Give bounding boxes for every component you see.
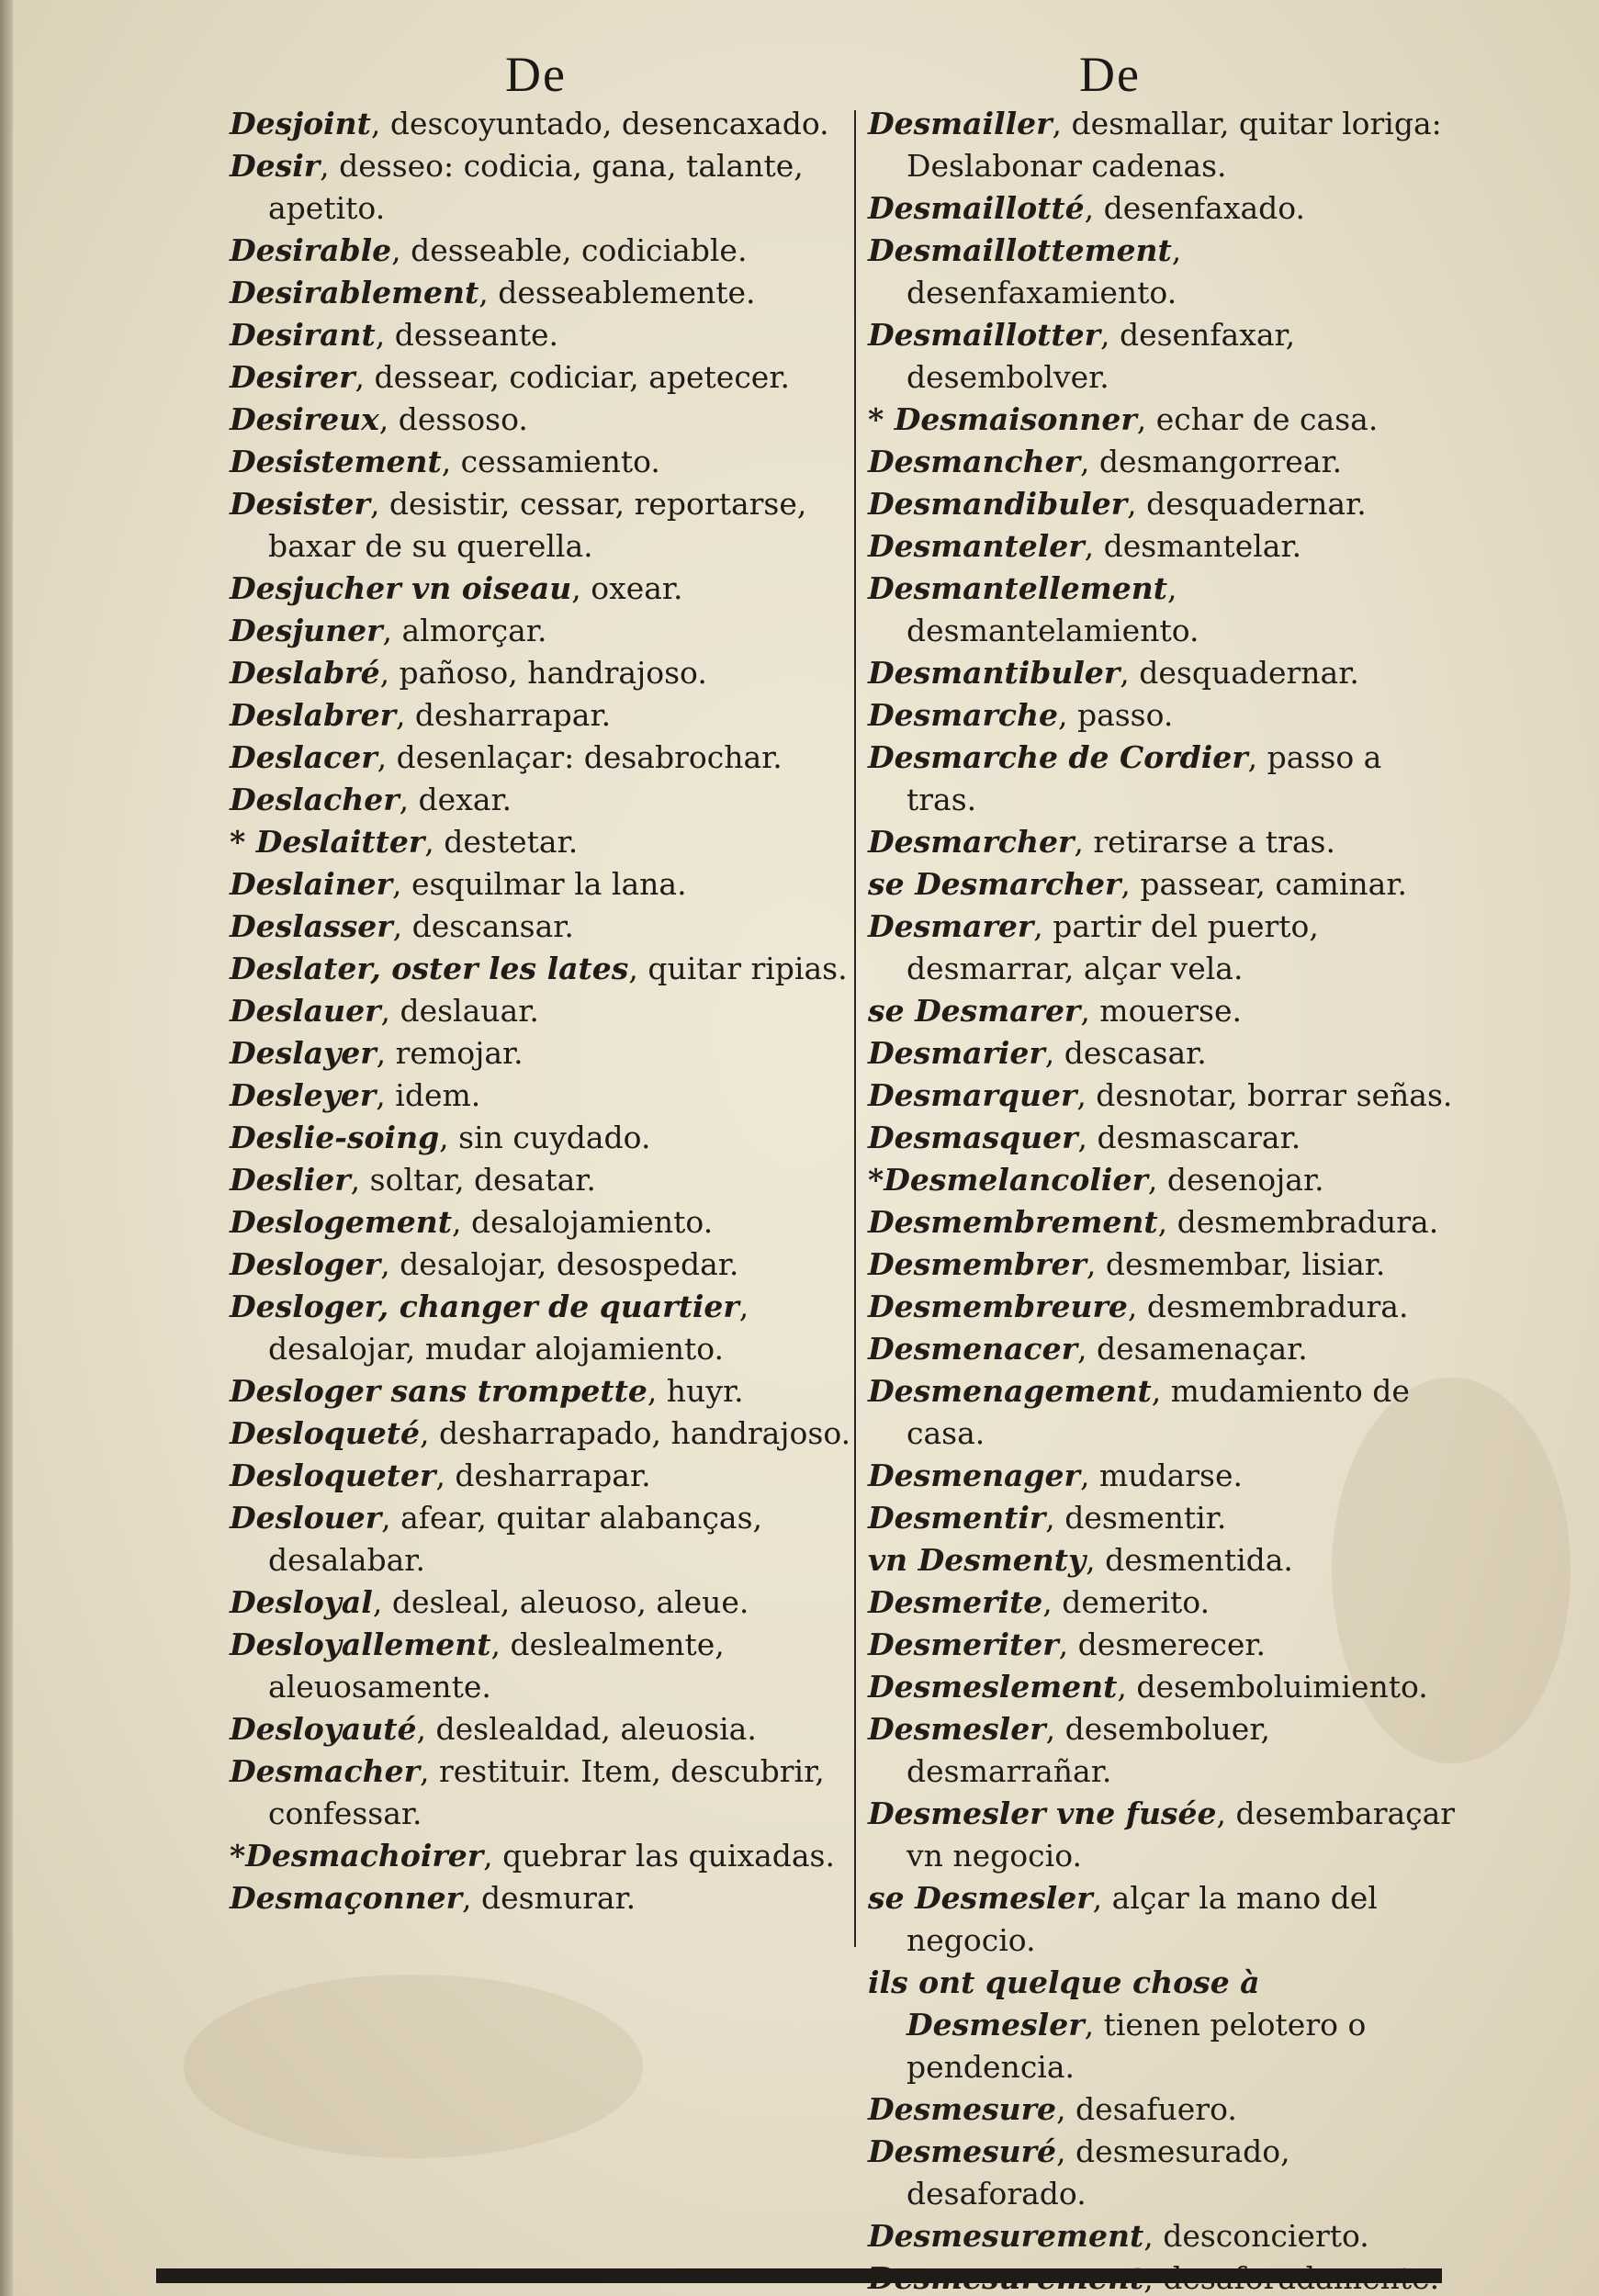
dictionary-entry — [868, 1117, 1456, 1159]
dictionary-entry — [230, 230, 854, 272]
dictionary-entry — [868, 1075, 1456, 1117]
page-bottom-edge — [156, 2268, 1442, 2283]
dictionary-entry — [230, 1581, 854, 1624]
entry-translation: , desmembar, lisiar. — [1086, 1246, 1386, 1282]
dictionary-entry — [868, 187, 1456, 230]
entry-headword: Desmerite — [868, 1584, 1043, 1620]
entry-translation: , desmerecer. — [1058, 1626, 1267, 1662]
entry-headword: Desloyal — [230, 1584, 373, 1620]
entry-headword: se Desmarcher — [868, 866, 1121, 902]
dictionary-entry — [868, 1032, 1456, 1075]
entry-headword: * Deslaitter — [230, 824, 425, 860]
entry-translation: , mouerse. — [1080, 993, 1242, 1029]
dictionary-entry — [868, 1328, 1456, 1370]
entry-translation: , echar de casa. — [1136, 401, 1379, 437]
entry-translation: , desmantelamiento. — [906, 570, 1199, 648]
right-column — [868, 0, 1456, 2254]
dictionary-entry — [868, 1201, 1456, 1244]
dictionary-entry — [230, 1117, 854, 1159]
entry-headword: Desloger sans trompette — [230, 1373, 647, 1409]
dictionary-entry — [868, 1581, 1456, 1624]
entry-translation: , dessear, codiciar, apetecer. — [355, 359, 790, 395]
entry-translation: , passo. — [1057, 697, 1174, 733]
dictionary-entry — [868, 1244, 1456, 1286]
entry-headword: Desistement — [230, 444, 442, 479]
dictionary-entry — [230, 103, 854, 145]
entry-translation: , esquilmar la lana. — [392, 866, 687, 902]
entry-translation: , idem. — [376, 1077, 481, 1113]
entry-headword: *Desmelancolier — [868, 1162, 1148, 1198]
dictionary-entry — [230, 779, 854, 821]
entry-headword: Desmembrer — [868, 1246, 1087, 1282]
dictionary-entry — [868, 1666, 1456, 1708]
entry-headword: Desmesler — [868, 1711, 1046, 1747]
entry-translation: , desseablemente. — [479, 275, 756, 310]
dictionary-entry — [230, 863, 854, 906]
dictionary-entry — [230, 948, 854, 990]
entry-translation: , passear, caminar. — [1120, 866, 1407, 902]
entry-translation: , desafuero. — [1056, 2091, 1237, 2127]
dictionary-entry — [868, 230, 1456, 314]
entry-headword: Desmarche de Cordier — [868, 739, 1248, 775]
entry-translation: , desseable, codiciable. — [391, 232, 748, 268]
entry-headword: Desirer — [230, 359, 355, 395]
entry-headword: Deslabré — [230, 655, 380, 691]
entry-headword: Desirablement — [230, 275, 479, 310]
entry-translation: , desconcierto. — [1143, 2218, 1369, 2254]
entry-translation: , desembaraçar vn negocio. — [906, 1795, 1456, 1874]
dictionary-entry — [230, 737, 854, 779]
dictionary-entry — [868, 1159, 1456, 1201]
entry-translation: , destetar. — [424, 824, 579, 860]
entry-translation: , huyr. — [647, 1373, 744, 1409]
entry-headword: Desirable — [230, 232, 392, 268]
entry-headword: Desmesler vne fusée — [868, 1795, 1217, 1831]
entry-headword: Desmasquer — [868, 1120, 1078, 1155]
dictionary-entry — [868, 1455, 1456, 1497]
entry-translation: , alçar la mano del negocio. — [906, 1880, 1378, 1958]
entry-translation: , restituir. Item, descubrir, confessar. — [268, 1753, 825, 1831]
entry-headword: Desmentir — [868, 1500, 1046, 1536]
entry-translation: , desmentir. — [1045, 1500, 1227, 1536]
entry-headword: Desmenacer — [868, 1331, 1077, 1367]
entry-translation: , soltar, desatar. — [350, 1162, 596, 1198]
dictionary-entry — [868, 525, 1456, 568]
entry-translation: , desmembradura. — [1127, 1289, 1409, 1324]
entry-translation: , mudarse. — [1079, 1458, 1243, 1493]
entry-translation: , desalojamiento. — [451, 1204, 714, 1240]
entry-translation: , desistir, cessar, reportarse, baxar de su querella. — [268, 486, 807, 564]
dictionary-entry — [868, 399, 1456, 441]
entry-translation: , desmurar. — [461, 1880, 636, 1916]
entry-translation: , desalojar, desospedar. — [380, 1246, 739, 1282]
entry-headword: Desloyauté — [230, 1711, 417, 1747]
entry-translation: , retirarse a tras. — [1074, 824, 1335, 860]
dictionary-entry — [230, 1708, 854, 1750]
entry-headword: Desmesure — [868, 2091, 1057, 2127]
dictionary-entry — [230, 1835, 854, 1877]
entry-headword: Deslie-soing — [230, 1120, 440, 1155]
dictionary-entry — [868, 990, 1456, 1032]
entry-translation: , desenlaçar: desabrochar. — [377, 739, 783, 775]
entry-translation: , desmallar, quitar loriga: Deslabonar cadenas. — [906, 106, 1442, 184]
left-entry-list — [230, 103, 854, 1919]
entry-translation: , desemboluimiento. — [1117, 1669, 1428, 1705]
entry-translation: , desquadernar. — [1127, 486, 1367, 522]
entry-headword: Desmandibuler — [868, 486, 1128, 522]
entry-translation: , desmembradura. — [1157, 1204, 1439, 1240]
column-rule — [854, 110, 856, 1947]
dictionary-entry — [868, 863, 1456, 906]
entry-headword: Deslier — [230, 1162, 351, 1198]
entry-headword: Desmailler — [868, 106, 1053, 141]
entry-translation: , almorçar. — [382, 613, 547, 648]
entry-headword: Desleyer — [230, 1077, 377, 1113]
entry-headword: Deslayer — [230, 1035, 377, 1071]
dictionary-entry — [868, 652, 1456, 694]
dictionary-entry — [868, 483, 1456, 525]
entry-translation: , descansar. — [392, 908, 574, 944]
dictionary-entry — [230, 272, 854, 314]
entry-translation: , cessamiento. — [441, 444, 660, 479]
entry-translation: , desmesurado, desaforado. — [906, 2133, 1290, 2212]
dictionary-entry — [230, 356, 854, 399]
entry-translation: , passo a tras. — [906, 739, 1382, 817]
page-edge-shadow — [0, 0, 13, 2296]
entry-headword: Deslacher — [230, 782, 400, 817]
entry-translation: , quebrar las quixadas. — [483, 1838, 835, 1874]
dictionary-entry — [230, 1497, 854, 1581]
entry-headword: Desmaillotté — [868, 190, 1085, 226]
entry-headword: Desmancher — [868, 444, 1080, 479]
dictionary-entry — [868, 1962, 1456, 2088]
entry-translation: , desmentida. — [1086, 1542, 1293, 1578]
entry-translation: , desseo: codicia, gana, talante, apetito. — [268, 148, 804, 226]
entry-translation: , partir del puerto, desmarrar, alçar vela. — [906, 908, 1319, 986]
dictionary-entry — [230, 1075, 854, 1117]
dictionary-entry — [230, 314, 854, 356]
dictionary-entry — [230, 441, 854, 483]
entry-translation: , descoyuntado, desencaxado. — [370, 106, 829, 141]
entry-headword: Desmembreure — [868, 1289, 1128, 1324]
entry-translation: , pañoso, handrajoso. — [379, 655, 707, 691]
entry-headword: Desjuner — [230, 613, 383, 648]
entry-translation: , desquadernar. — [1120, 655, 1359, 691]
dictionary-entry — [230, 906, 854, 948]
entry-headword: Desir — [230, 148, 321, 184]
dictionary-entry — [868, 1624, 1456, 1666]
dictionary-entry — [868, 737, 1456, 821]
entry-headword: Desloger — [230, 1246, 381, 1282]
entry-headword: Desmaçonner — [230, 1880, 462, 1916]
entry-translation: , desemboluer, desmarrañar. — [906, 1711, 1270, 1789]
entry-headword: Desirant — [230, 317, 376, 353]
entry-translation: , desamenaçar. — [1076, 1331, 1308, 1367]
entry-translation: , desnotar, borrar señas. — [1076, 1077, 1453, 1113]
entry-headword: Deslacer — [230, 739, 377, 775]
dictionary-entry — [868, 694, 1456, 737]
entry-headword: se Desmarer — [868, 993, 1081, 1029]
dictionary-entry — [230, 694, 854, 737]
entry-translation: , demerito. — [1042, 1584, 1211, 1620]
dictionary-entry — [868, 314, 1456, 399]
dictionary-entry — [230, 652, 854, 694]
dictionary-entry — [230, 1286, 854, 1370]
entry-translation: , mudamiento de casa. — [906, 1373, 1410, 1451]
entry-translation: , dessoso. — [378, 401, 528, 437]
dictionary-entry — [230, 483, 854, 568]
entry-headword: Deslabrer — [230, 697, 396, 733]
dictionary-entry — [230, 1624, 854, 1708]
entry-headword: Desmarer — [868, 908, 1034, 944]
entry-headword: Desmenagement — [868, 1373, 1152, 1409]
entry-headword: Desister — [230, 486, 370, 522]
entry-headword: Desloger, changer de quartier — [230, 1289, 739, 1324]
entry-headword: Deslater, oster les lates — [230, 951, 629, 986]
entry-translation: , desharrapar. — [395, 697, 612, 733]
dictionary-entry — [868, 1539, 1456, 1581]
entry-translation: , desseante. — [375, 317, 558, 353]
entry-headword: Desmarier — [868, 1035, 1045, 1071]
entry-translation: , desenfaxar, desembolver. — [906, 317, 1296, 395]
entry-headword: Desmanteler — [868, 528, 1085, 564]
dictionary-entry — [868, 821, 1456, 863]
entry-headword: Desmantellement — [868, 570, 1167, 606]
right-entry-list — [868, 103, 1456, 2296]
dictionary-entry — [868, 2088, 1456, 2131]
entry-translation: , deslealdad, aleuosia. — [416, 1711, 757, 1747]
dictionary-entry — [230, 1877, 854, 1919]
entry-headword: Deslogement — [230, 1204, 452, 1240]
entry-headword: Desjoint — [230, 106, 371, 141]
entry-translation: , dexar. — [399, 782, 512, 817]
dictionary-entry — [230, 399, 854, 441]
entry-headword: Deslouer — [230, 1500, 382, 1536]
entry-headword: se Desmesler — [868, 1880, 1093, 1916]
entry-translation: , desmantelar. — [1084, 528, 1302, 564]
entry-headword: Deslauer — [230, 993, 381, 1029]
dictionary-entry — [868, 1708, 1456, 1793]
left-running-head: De — [505, 47, 567, 102]
entry-translation: , desleal, aleuoso, aleue. — [372, 1584, 749, 1620]
entry-headword: Desmenager — [868, 1458, 1080, 1493]
entry-headword: Desmarquer — [868, 1077, 1077, 1113]
dictionary-entry — [868, 441, 1456, 483]
entry-headword: vn Desmenty — [868, 1542, 1087, 1578]
dictionary-entry — [230, 1159, 854, 1201]
right-running-head: De — [1079, 47, 1141, 102]
dictionary-entry — [230, 145, 854, 230]
entry-translation: , tienen pelotero o pendencia. — [906, 2007, 1367, 2085]
dictionary-entry — [868, 1877, 1456, 1962]
entry-headword: Desmesuré — [868, 2133, 1057, 2169]
entry-translation: , deslauar. — [380, 993, 539, 1029]
entry-headword: * Desmaisonner — [868, 401, 1137, 437]
dictionary-entry — [868, 1286, 1456, 1328]
entry-translation: , remojar. — [376, 1035, 524, 1071]
entry-translation: , desharrapado, handrajoso. — [420, 1415, 851, 1451]
entry-translation: , desenojar. — [1147, 1162, 1324, 1198]
dictionary-entry — [868, 103, 1456, 187]
entry-headword: ils ont quelque chose à Desmesler — [868, 1964, 1260, 2043]
entry-headword: Desmantibuler — [868, 655, 1120, 691]
entry-headword: Desmacher — [230, 1753, 420, 1789]
dictionary-entry — [230, 1412, 854, 1455]
entry-headword: Desmesurement — [868, 2218, 1144, 2254]
entry-translation: , quitar ripias. — [628, 951, 848, 986]
dictionary-entry — [868, 1497, 1456, 1539]
entry-headword: Desmaillottement — [868, 232, 1172, 268]
dictionary-entry — [230, 990, 854, 1032]
dictionary-entry — [868, 2131, 1456, 2215]
dictionary-entry — [230, 1032, 854, 1075]
entry-headword: Desmeriter — [868, 1626, 1059, 1662]
entry-translation: , desenfaxamiento. — [906, 232, 1182, 310]
left-column — [230, 0, 854, 2112]
entry-headword: Desmarcher — [868, 824, 1075, 860]
entry-headword: Desjucher vn oiseau — [230, 570, 572, 606]
dictionary-entry — [230, 568, 854, 610]
entry-translation: , desmangorrear. — [1079, 444, 1343, 479]
entry-headword: Desloqueter — [230, 1458, 436, 1493]
entry-headword: Desloqueté — [230, 1415, 421, 1451]
dictionary-entry — [868, 2215, 1456, 2257]
dictionary-entry — [230, 1750, 854, 1835]
entry-headword: Desireux — [230, 401, 379, 437]
entry-headword: Deslainer — [230, 866, 393, 902]
entry-translation: , deslealmente, aleuosamente. — [268, 1626, 725, 1705]
entry-translation: , desenfaxado. — [1084, 190, 1306, 226]
entry-headword: Desloyallement — [230, 1626, 491, 1662]
entry-headword: Desmarche — [868, 697, 1058, 733]
dictionary-entry — [230, 1370, 854, 1412]
entry-translation: , descasar. — [1044, 1035, 1207, 1071]
entry-headword: Desmeslement — [868, 1669, 1118, 1705]
entry-translation: , sin cuydado. — [439, 1120, 651, 1155]
dictionary-entry — [230, 1244, 854, 1286]
dictionary-entry — [230, 610, 854, 652]
entry-headword: Desmembrement — [868, 1204, 1158, 1240]
entry-translation: , desalojar, mudar alojamiento. — [268, 1289, 749, 1367]
entry-translation: , oxear. — [571, 570, 683, 606]
dictionary-entry — [868, 568, 1456, 652]
dictionary-entry — [868, 1370, 1456, 1455]
dictionary-entry — [868, 906, 1456, 990]
dictionary-entry — [868, 1793, 1456, 1877]
entry-translation: , afear, quitar alabanças, desalabar. — [268, 1500, 762, 1578]
entry-translation: , desmascarar. — [1077, 1120, 1301, 1155]
dictionary-entry — [230, 821, 854, 863]
entry-headword: *Desmachoirer — [230, 1838, 484, 1874]
entry-headword: Deslasser — [230, 908, 393, 944]
dictionary-entry — [230, 1201, 854, 1244]
entry-headword: Desmaillotter — [868, 317, 1100, 353]
entry-translation: , desharrapar. — [435, 1458, 651, 1493]
dictionary-entry — [230, 1455, 854, 1497]
